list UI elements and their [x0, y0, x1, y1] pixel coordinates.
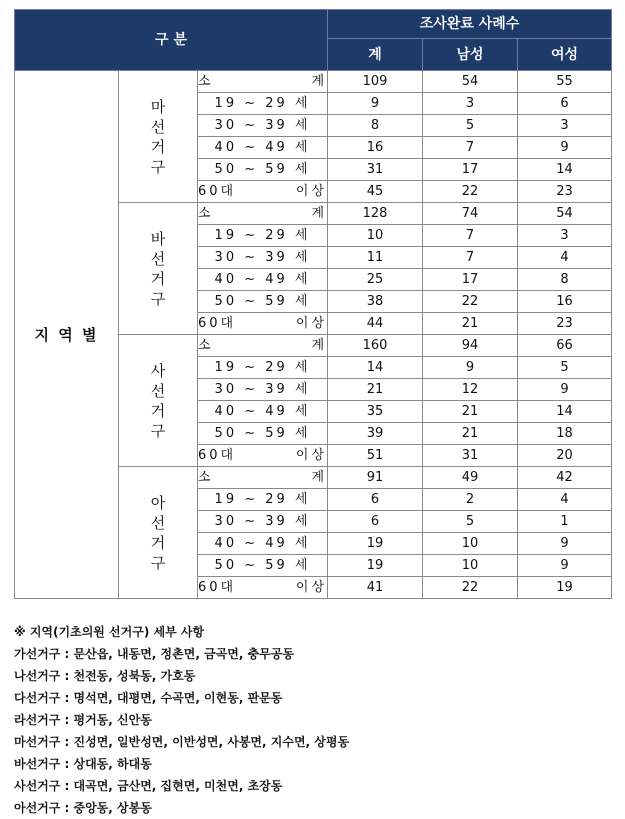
district-label [119, 203, 198, 335]
district-label-char: 거 [150, 533, 166, 552]
age-group-label: 50 ~ 59 세 [198, 291, 328, 313]
cell-total: 38 [328, 291, 423, 313]
cell-female: 9 [518, 137, 612, 159]
note-line: 라선거구 : 평거동, 신안동 [14, 713, 152, 727]
cell-total: 91 [328, 467, 423, 489]
district-label-char: 구 [150, 289, 166, 308]
district-label-char: 거 [150, 137, 166, 156]
note-line: 마선거구 : 진성면, 일반성면, 이반성면, 사봉면, 지수면, 상평동 [14, 735, 350, 749]
cell-male: 74 [423, 203, 518, 225]
cell-male: 5 [423, 115, 518, 137]
note-line: 나선거구 : 천전동, 성북동, 가호동 [14, 669, 196, 683]
cell-male: 94 [423, 335, 518, 357]
age-group-label: 40 ~ 49 세 [198, 137, 328, 159]
district-label-char: 아 [150, 493, 166, 512]
district-label-char: 사 [150, 361, 166, 380]
note-line: 다선거구 : 명석면, 대평면, 수곡면, 이현동, 판문동 [14, 691, 283, 705]
district-label-char: 거 [150, 401, 166, 420]
cell-female: 23 [518, 313, 612, 335]
cell-total: 10 [328, 225, 423, 247]
cell-male: 21 [423, 313, 518, 335]
cell-total: 8 [328, 115, 423, 137]
age-group-label: 19 ~ 29 세 [198, 357, 328, 379]
cell-male: 2 [423, 489, 518, 511]
subtotal-label: 소 계 [198, 467, 328, 489]
cell-female: 3 [518, 115, 612, 137]
col-header-male: 남성 [423, 39, 518, 71]
cell-male: 3 [423, 93, 518, 115]
cell-male: 10 [423, 555, 518, 577]
cell-female: 20 [518, 445, 612, 467]
cell-male: 7 [423, 137, 518, 159]
cell-female: 16 [518, 291, 612, 313]
age-group-label: 30 ~ 39 세 [198, 379, 328, 401]
age-group-label: 60대 이상 [198, 445, 328, 467]
district-label-char: 선 [150, 381, 166, 400]
cell-female: 55 [518, 71, 612, 93]
table-body [15, 71, 612, 599]
cell-total: 21 [328, 379, 423, 401]
cell-male: 21 [423, 401, 518, 423]
district-label [119, 467, 198, 599]
district-label-char: 구 [150, 553, 166, 572]
age-group-label: 60대 이상 [198, 181, 328, 203]
cell-male: 5 [423, 511, 518, 533]
district-label-char: 마 [150, 97, 166, 116]
cell-female: 23 [518, 181, 612, 203]
region-label: 지 역 별 [15, 71, 119, 599]
cell-female: 9 [518, 555, 612, 577]
cell-female: 42 [518, 467, 612, 489]
age-group-label: 40 ~ 49 세 [198, 269, 328, 291]
district-label-char: 선 [150, 513, 166, 532]
age-group-label: 30 ~ 39 세 [198, 115, 328, 137]
note-line: 가선거구 : 문산읍, 내동면, 정촌면, 금곡면, 충무공동 [14, 647, 294, 661]
col-header-total: 계 [328, 39, 423, 71]
cell-total: 19 [328, 533, 423, 555]
cell-total: 6 [328, 511, 423, 533]
cell-female: 3 [518, 225, 612, 247]
cell-female: 1 [518, 511, 612, 533]
survey-table [14, 9, 612, 599]
subtotal-label: 소 계 [198, 71, 328, 93]
age-group-label: 60대 이상 [198, 577, 328, 599]
cell-total: 41 [328, 577, 423, 599]
cell-total: 9 [328, 93, 423, 115]
district-label [119, 71, 198, 203]
cell-female: 4 [518, 247, 612, 269]
cell-male: 31 [423, 445, 518, 467]
cell-male: 7 [423, 225, 518, 247]
cell-total: 128 [328, 203, 423, 225]
col-header-female: 여성 [518, 39, 612, 71]
cell-total: 39 [328, 423, 423, 445]
cell-total: 6 [328, 489, 423, 511]
cell-female: 9 [518, 533, 612, 555]
note-line: 사선거구 : 대곡면, 금산면, 집현면, 미천면, 초장동 [14, 779, 283, 793]
cell-male: 22 [423, 291, 518, 313]
cell-female: 6 [518, 93, 612, 115]
age-group-label: 30 ~ 39 세 [198, 511, 328, 533]
survey-table-container [14, 9, 611, 599]
cell-total: 25 [328, 269, 423, 291]
cell-male: 12 [423, 379, 518, 401]
group-header: 조사완료 사례수 [328, 10, 612, 39]
age-group-label: 19 ~ 29 세 [198, 93, 328, 115]
district-label-char: 선 [150, 249, 166, 268]
cell-female: 5 [518, 357, 612, 379]
cell-female: 4 [518, 489, 612, 511]
cell-total: 45 [328, 181, 423, 203]
cell-total: 16 [328, 137, 423, 159]
cell-male: 9 [423, 357, 518, 379]
cell-male: 10 [423, 533, 518, 555]
age-group-label: 30 ~ 39 세 [198, 247, 328, 269]
district-label-char: 바 [150, 229, 166, 248]
age-group-label: 40 ~ 49 세 [198, 533, 328, 555]
cell-male: 49 [423, 467, 518, 489]
cell-male: 22 [423, 181, 518, 203]
subtotal-label: 소 계 [198, 203, 328, 225]
cell-total: 19 [328, 555, 423, 577]
cell-total: 51 [328, 445, 423, 467]
cell-male: 7 [423, 247, 518, 269]
cell-male: 17 [423, 269, 518, 291]
cell-male: 22 [423, 577, 518, 599]
cell-total: 44 [328, 313, 423, 335]
district-label-char: 선 [150, 117, 166, 136]
age-group-label: 19 ~ 29 세 [198, 225, 328, 247]
cell-total: 14 [328, 357, 423, 379]
cell-female: 8 [518, 269, 612, 291]
district-label-char: 구 [150, 157, 166, 176]
district-label [119, 335, 198, 467]
age-group-label: 19 ~ 29 세 [198, 489, 328, 511]
table-row [15, 71, 612, 93]
district-label-char: 거 [150, 269, 166, 288]
cell-total: 35 [328, 401, 423, 423]
note-line: 아선거구 : 중앙동, 상봉동 [14, 801, 152, 815]
category-header: 구 분 [15, 10, 328, 71]
cell-female: 14 [518, 401, 612, 423]
cell-female: 54 [518, 203, 612, 225]
district-label-char: 구 [150, 421, 166, 440]
subtotal-label: 소 계 [198, 335, 328, 357]
cell-male: 54 [423, 71, 518, 93]
cell-total: 109 [328, 71, 423, 93]
age-group-label: 50 ~ 59 세 [198, 555, 328, 577]
cell-female: 66 [518, 335, 612, 357]
age-group-label: 50 ~ 59 세 [198, 159, 328, 181]
note-line: ※ 지역(기초의원 선거구) 세부 사항 [14, 625, 205, 639]
cell-female: 14 [518, 159, 612, 181]
note-line: 바선거구 : 상대동, 하대동 [14, 757, 152, 771]
cell-total: 31 [328, 159, 423, 181]
notes-section [14, 621, 614, 819]
cell-female: 19 [518, 577, 612, 599]
cell-male: 21 [423, 423, 518, 445]
age-group-label: 40 ~ 49 세 [198, 401, 328, 423]
cell-total: 160 [328, 335, 423, 357]
cell-total: 11 [328, 247, 423, 269]
age-group-label: 50 ~ 59 세 [198, 423, 328, 445]
cell-male: 17 [423, 159, 518, 181]
cell-female: 9 [518, 379, 612, 401]
age-group-label: 60대 이상 [198, 313, 328, 335]
cell-female: 18 [518, 423, 612, 445]
